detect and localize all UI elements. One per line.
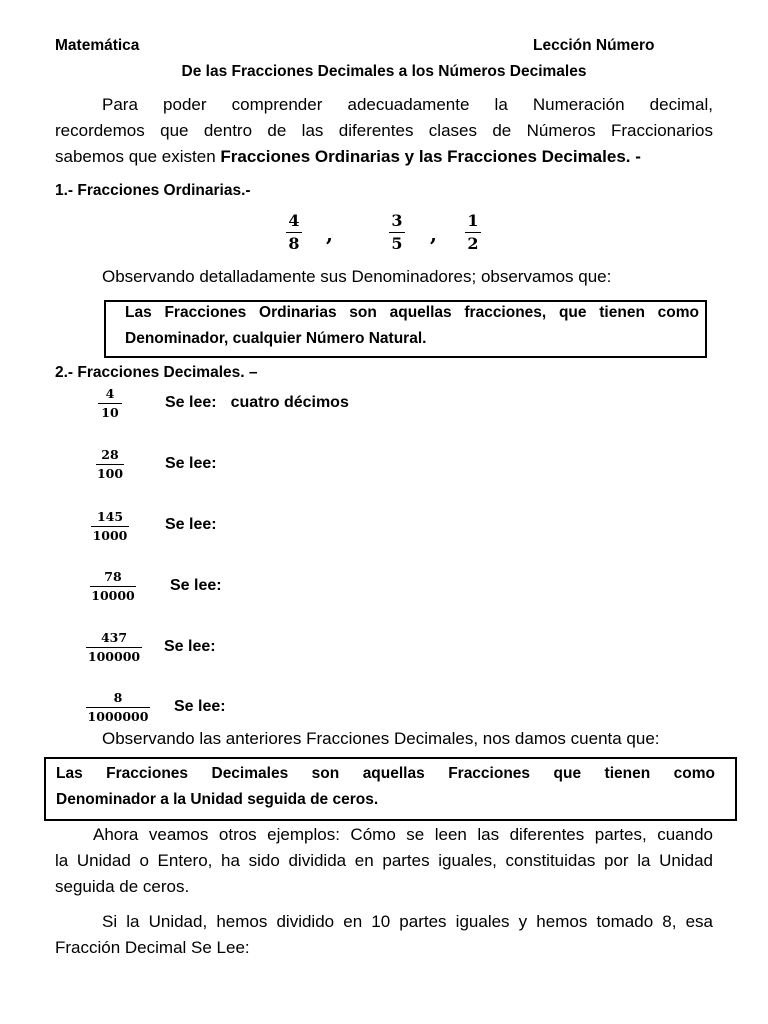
reading-label: Se lee: [164,638,216,655]
fraction-separator: , [326,222,333,246]
decimal-definition-line-2: Denominador a la Unidad seguida de ceros. [56,791,379,808]
lesson-label: Lección Número [533,37,655,54]
section-1-heading: 1.- Fracciones Ordinarias.- [55,182,251,199]
ordinary-fraction: 1 2 [465,211,481,253]
ordinary-fraction: 4 8 [286,211,302,253]
ordinary-definition-line-2: Denominador, cualquier Número Natural. [125,330,427,347]
reading-label: Se lee: [170,577,222,594]
section-2-observation: Observando las anteriores Fracciones Decimales, nos damos cuenta que: [102,729,660,748]
decimal-fraction: 8 1000000 [87,690,149,724]
page-title: De las Fracciones Decimales a los Números Decimales [181,63,587,80]
closing-p2-line-1: Si la Unidad, hemos dividido en 10 partes iguales y hemos tomado 8, esa [102,912,713,931]
closing-p1-line-2: la Unidad o Entero, ha sido dividida en partes iguales, constituidas por la Unidad [55,851,713,870]
reading-answer: cuatro décimos [230,394,349,411]
reading-label: Se lee: cuatro décimos [165,394,349,411]
decimal-definition-box [44,757,737,821]
ordinary-fraction: 3 5 [389,211,405,253]
reading-label: Se lee: [165,516,217,533]
closing-p2-line-2: Fracción Decimal Se Lee: [55,938,250,957]
closing-p1-line-3: seguida de ceros. [55,877,190,896]
closing-p1-line-1: Ahora veamos otros ejemplos: Cómo se leen las diferentes partes, cuando [93,825,713,844]
decimal-fraction: 78 10000 [91,569,135,603]
section-1-observation: Observando detalladamente sus Denominadores; observamos que: [102,267,612,286]
subject-label: Matemática [55,37,140,54]
reading-label: Se lee: [165,455,217,472]
reading-label: Se lee: [174,698,226,715]
decimal-fraction: 145 1000 [92,509,128,543]
decimal-fraction: 4 10 [98,386,122,420]
ordinary-definition-line-1: Las Fracciones Ordinarias son aquellas fracciones, que tienen como [125,304,699,321]
decimal-fraction: 437 100000 [87,630,141,664]
decimal-definition-line-1: Las Fracciones Decimales son aquellas Fracciones que tienen como [56,765,715,782]
intro-line-2: recordemos que dentro de las diferentes clases de Números Fraccionarios [55,121,713,140]
fraction-separator: , [430,222,437,246]
decimal-fraction: 28 100 [96,447,124,481]
ordinary-definition-box [104,300,707,358]
section-2-heading: 2.- Fracciones Decimales. – [55,364,258,381]
intro-line-1: Para poder comprender adecuadamente la Numeración decimal, [102,95,713,114]
intro-line-3: sabemos que existen Fracciones Ordinarias y las Fracciones Decimales. - [55,147,641,166]
